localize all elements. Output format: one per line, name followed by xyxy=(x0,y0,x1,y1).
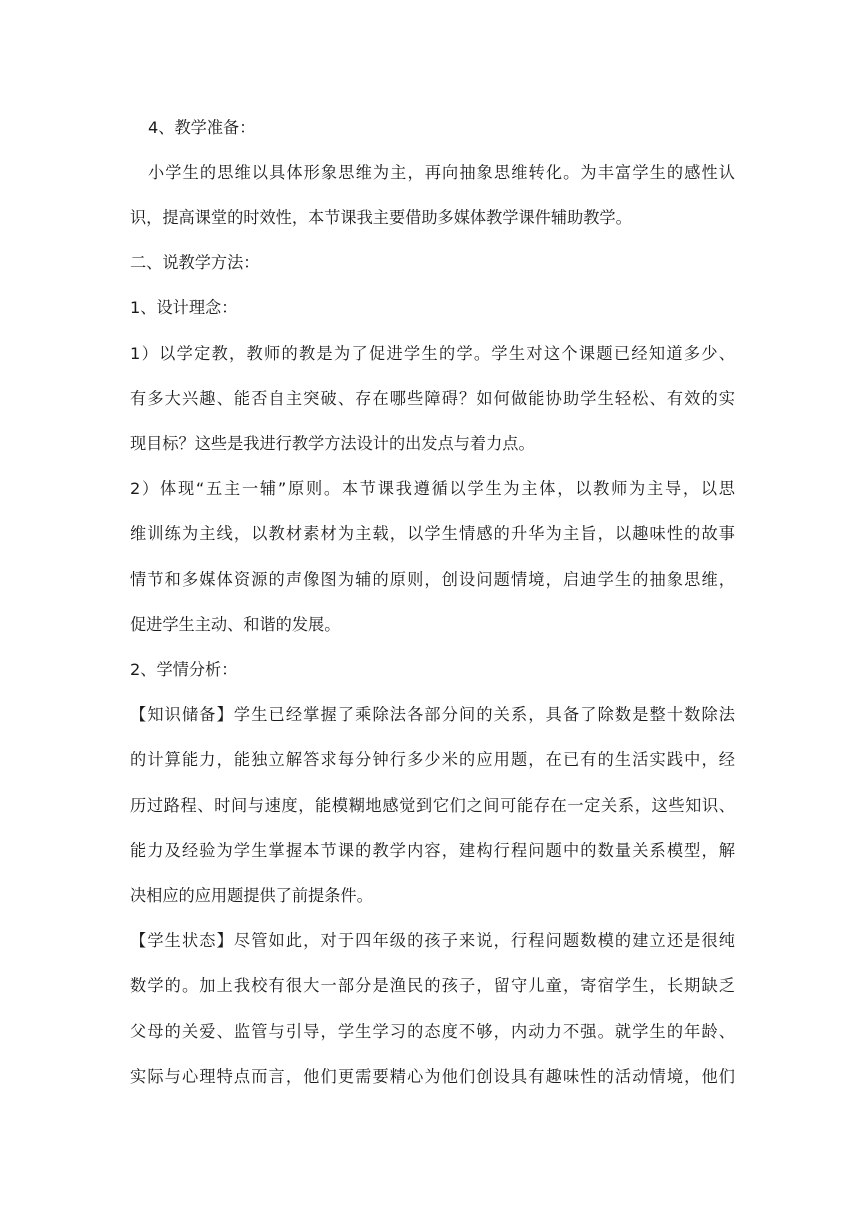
paragraph-line: 实际与心理特点而言，他们更需要精心为他们创设具有趣味性的活动情境，他们 xyxy=(130,1067,735,1086)
paragraph-line: 1）以学定教，教师的教是为了促进学生的学。学生对这个课题已经知道多少、 xyxy=(130,344,735,363)
paragraph-line: 决相应的应用题提供了前提条件。 xyxy=(130,886,373,905)
paragraph-line: 现目标？这些是我进行教学方法设计的出发点与着力点。 xyxy=(130,434,535,453)
heading-teaching-methods: 二、说教学方法： xyxy=(130,253,260,272)
paragraph-line: 小学生的思维以具体形象思维为主，再向抽象思维转化。为丰富学生的感性认 xyxy=(148,163,735,182)
paragraph-line: 父母的关爱、监管与引导，学生学习的态度不够，内动力不强。就学生的年龄、 xyxy=(130,1022,735,1041)
paragraph-line: 有多大兴趣、能否自主突破、存在哪些障碍？如何做能协助学生轻松、有效的实 xyxy=(130,389,735,408)
paragraph-line: 2）体现“五主一辅”原则。本节课我遵循以学生为主体，以教师为主导，以思 xyxy=(130,479,735,498)
paragraph-line: 能力及经验为学生掌握本节课的教学内容，建构行程问题中的数量关系模型，解 xyxy=(130,841,735,860)
paragraph-line: 的计算能力，能独立解答求每分钟行多少米的应用题，在已有的生活实践中，经 xyxy=(130,750,735,769)
paragraph-line: 历过路程、时间与速度，能模糊地感觉到它们之间可能存在一定关系，这些知识、 xyxy=(130,796,735,815)
heading-teaching-preparation: 4、教学准备： xyxy=(148,118,256,137)
paragraph-line: 【知识储备】学生已经掌握了乘除法各部分间的关系，具备了除数是整十数除法 xyxy=(130,705,735,724)
paragraph-line: 数学的。加上我校有很大一部分是渔民的孩子，留守儿童，寄宿学生，长期缺乏 xyxy=(130,976,735,995)
paragraph-line: 【学生状态】尽管如此，对于四年级的孩子来说，行程问题数模的建立还是很纯 xyxy=(130,931,735,950)
paragraph-line: 情节和多媒体资源的声像图为辅的原则，创设问题情境，启迪学生的抽象思维， xyxy=(130,570,735,589)
heading-learning-analysis: 2、学情分析： xyxy=(130,660,238,679)
paragraph-line: 识，提高课堂的时效性，本节课我主要借助多媒体教学课件辅助教学。 xyxy=(130,208,632,227)
paragraph-line: 促进学生主动、和谐的发展。 xyxy=(130,615,341,634)
paragraph-line: 维训练为主线，以教材素材为主载，以学生情感的升华为主旨，以趣味性的故事 xyxy=(130,524,735,543)
heading-design-concept: 1、设计理念： xyxy=(130,298,238,317)
